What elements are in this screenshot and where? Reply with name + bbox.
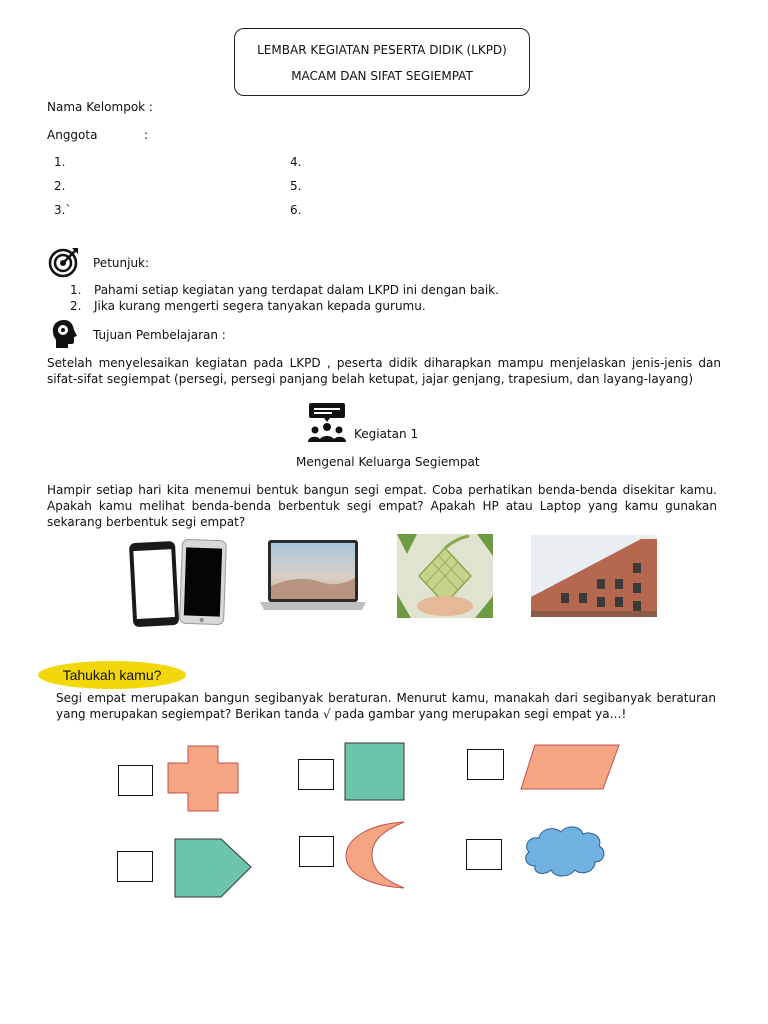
laptop-image (260, 538, 366, 619)
pentagon-shape (173, 837, 253, 902)
members-label: Anggota (47, 128, 98, 142)
kegiatan-label: Kegiatan 1 (354, 427, 419, 441)
checkbox-moon[interactable] (299, 836, 334, 867)
tahukah-badge: Tahukah kamu? (38, 661, 186, 689)
square-shape (344, 742, 406, 805)
members-colon: : (144, 128, 149, 142)
group-name-label: Nama Kelompok : (47, 100, 153, 114)
petunjuk-list (70, 283, 499, 313)
member-number-1: 1. (54, 155, 66, 169)
list-item: 2. Jika kurang mengerti segera tanyakan kepada gurumu. (70, 299, 426, 313)
member-number-2: 2. (54, 179, 66, 193)
lkpd-title: LEMBAR KEGIATAN PESERTA DIDIK (LKPD) (257, 43, 507, 57)
tujuan-text: Setelah menyelesaikan kegiatan pada LKPD , peserta didik diharapkan mampu menjelaskan jenis-jenis dan sifat-sifat segiempat (persegi, persegi panjang belah ketupat, jajar genjang, trapesium, dan layang-layang) (47, 356, 721, 386)
cloud-shape (521, 822, 607, 881)
kegiatan-subtitle: Mengenal Keluarga Segiempat (296, 455, 480, 469)
member-number-6: 6. (290, 203, 302, 217)
lkpd-subtitle: MACAM DAN SIFAT SEGIEMPAT (291, 69, 473, 83)
checkbox-square[interactable] (298, 759, 334, 790)
checkbox-parallelogram[interactable] (467, 749, 504, 780)
building-image (531, 535, 657, 620)
petunjuk-item-2: Jika kurang mengerti segera tanyakan kepada gurumu. (94, 299, 426, 313)
moon-shape (342, 820, 408, 893)
checkbox-pentagon[interactable] (117, 851, 153, 882)
member-number-3: 3.` (54, 203, 72, 217)
petunjuk-heading: Petunjuk: (93, 256, 150, 270)
checkbox-cross[interactable] (118, 765, 153, 796)
brain-head-icon (50, 318, 80, 353)
tahukah-text: Segi empat merupakan bangun segibanyak beraturan. Menurut kamu, manakah dari segibanyak beraturan yang merupakan segiempat? Berikan tanda √ pada gambar yang merupakan segi empat ya…! (56, 691, 716, 721)
ketupat-image (397, 534, 493, 621)
title-box (234, 28, 530, 96)
smartphones-image (125, 534, 235, 633)
group-presentation-icon (306, 402, 348, 447)
petunjuk-item-1: Pahami setiap kegiatan yang terdapat dalam LKPD ini dengan baik. (94, 283, 499, 297)
member-number-4: 4. (290, 155, 302, 169)
target-icon (48, 246, 80, 281)
member-number-5: 5. (290, 179, 302, 193)
kegiatan-text: Hampir setiap hari kita menemui bentuk bangun segi empat. Coba perhatikan benda-benda disekitar kamu. Apakah kamu melihat benda-benda berbentuk segi empat? Apakah HP atau Laptop yang kamu gunakan sekarang berbentuk segi empat? (47, 483, 717, 529)
tujuan-heading: Tujuan Pembelajaran : (93, 328, 226, 342)
checkbox-cloud[interactable] (466, 839, 502, 870)
cross-shape (166, 745, 240, 816)
list-item: 1. Pahami setiap kegiatan yang terdapat dalam LKPD ini dengan baik. (70, 283, 499, 297)
parallelogram-shape (519, 743, 621, 794)
